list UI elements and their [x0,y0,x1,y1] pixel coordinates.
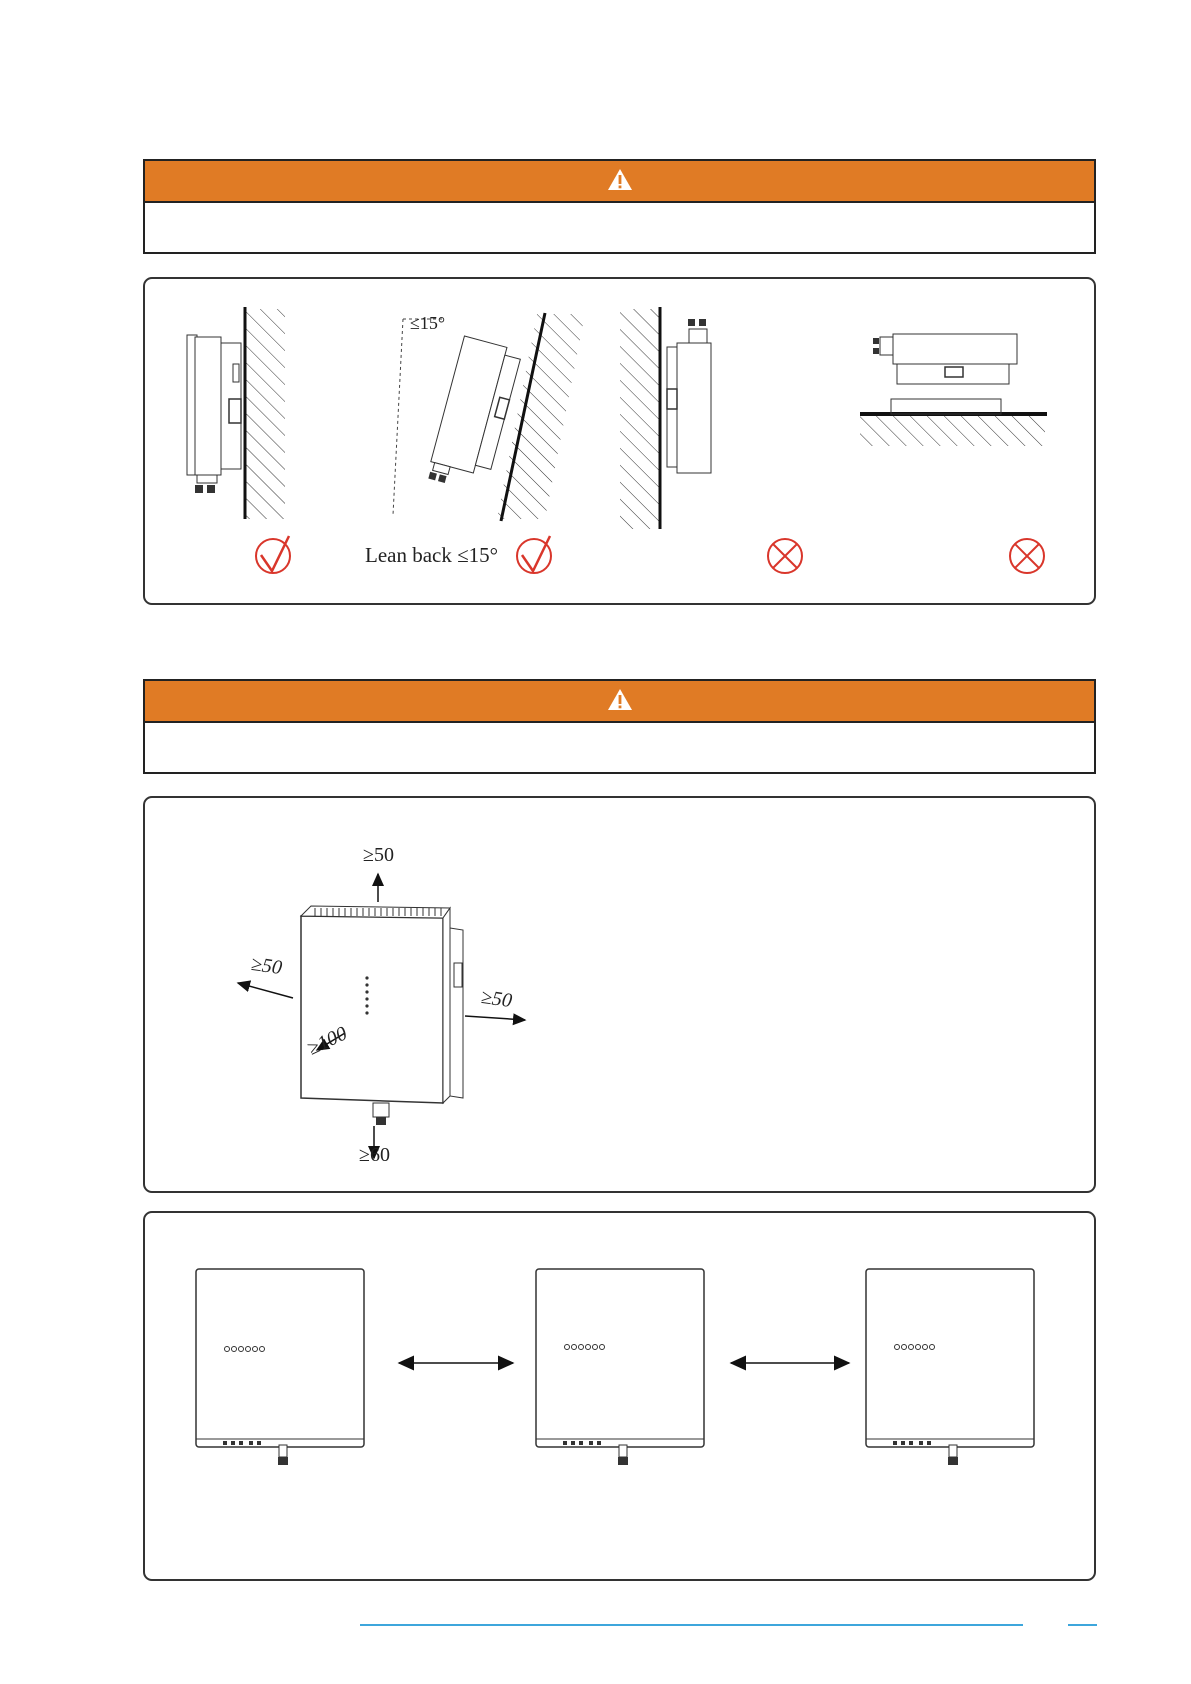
clearance-front-label: ≥100 [304,1022,351,1060]
cross-icon-1 [768,539,802,573]
clearance-panel [143,796,1096,1193]
clearance-left-label: ≥50 [249,952,284,980]
clearance-right-label: ≥50 [479,985,514,1013]
orientation-panel [143,277,1096,605]
warning-box-2 [143,679,1096,774]
multi-install-figure [145,1213,1098,1583]
inverter-front-1 [196,1269,364,1465]
inverter-drawing [301,906,463,1125]
inverter-front-3 [866,1269,1034,1465]
footer-rule [360,1624,1023,1626]
lean-back-label: Lean back ≤15° [365,543,499,567]
angle-label: ≤15° [410,313,446,333]
check-icon-1 [256,536,290,573]
footer-page-rule [1068,1624,1097,1626]
warning-icon [607,168,633,192]
warning-icon [607,688,633,712]
vertical-mount-drawing [187,307,285,519]
warning-bar-1 [145,161,1094,203]
clearance-top-label: ≥50 [363,844,394,866]
warning-bar-2 [145,681,1094,723]
clearance-bottom-label: ≥60 [359,1144,390,1166]
multi-install-panel [143,1211,1096,1581]
lean-back-mount-drawing [393,313,585,521]
orientation-figure [145,279,1098,607]
cross-icon-2 [1010,539,1044,573]
flat-mount-drawing [860,334,1047,446]
check-icon-2 [517,536,551,573]
upside-down-mount-drawing [620,307,711,529]
clearance-figure [145,798,1098,1195]
warning-box-1 [143,159,1096,254]
inverter-front-2 [536,1269,704,1465]
